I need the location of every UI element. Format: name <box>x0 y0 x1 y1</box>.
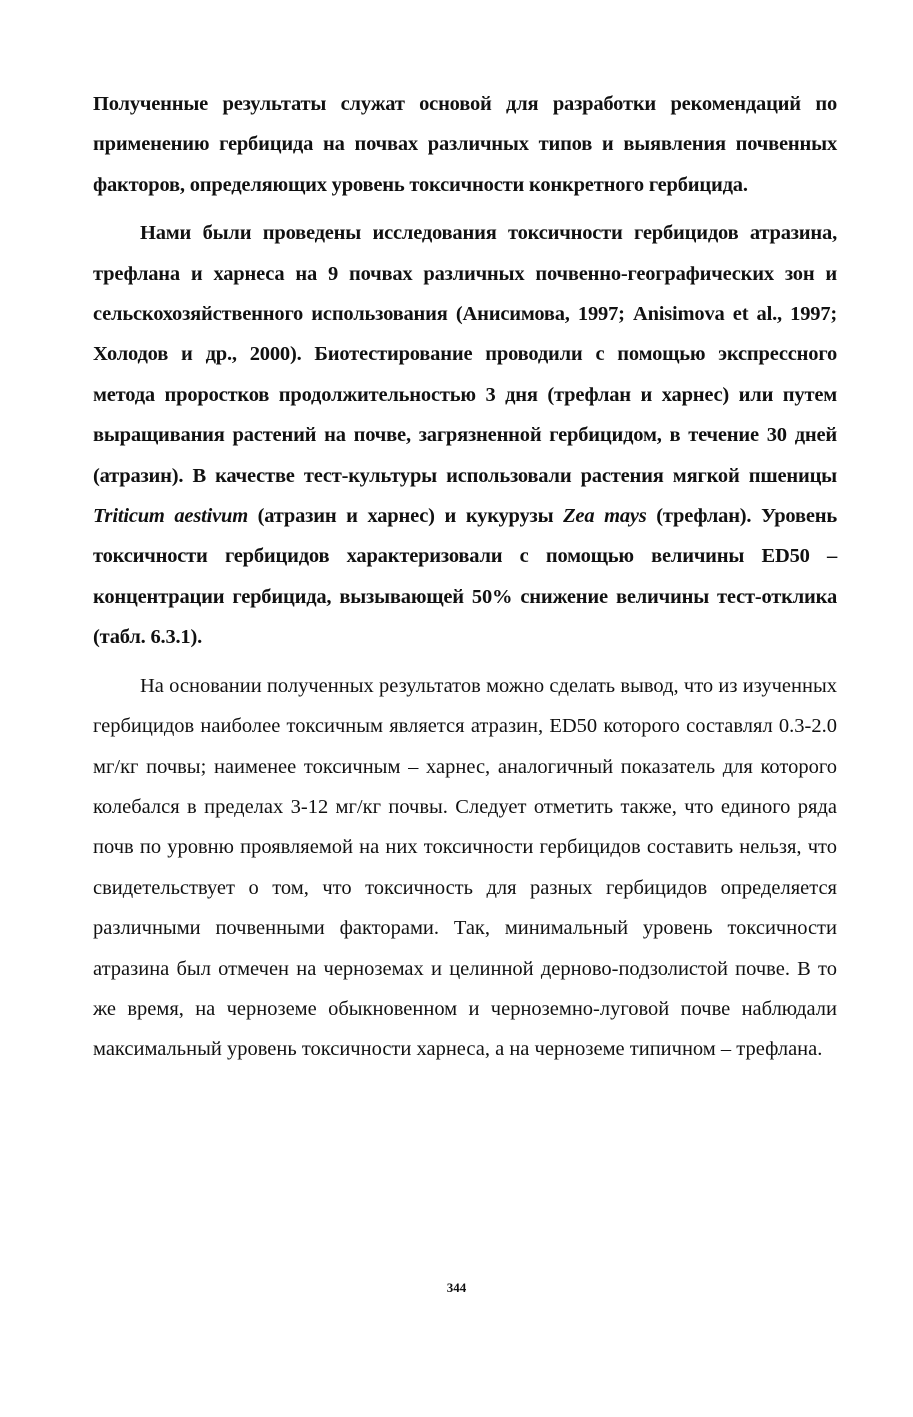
species-zea-mays: Zea mays <box>563 505 647 528</box>
methods-text-part-3: (трефлан). Уровень токсичности гербицидов характеризовали с помощью величины ED50 – концентрации гербицида, вызывающей 50% снижение величины тест-отклика (табл. 6.3.1). <box>93 505 837 649</box>
document-page <box>93 84 837 1078</box>
page-number: 344 <box>446 1280 467 1295</box>
paragraph-conclusions: На основании полученных результатов можно сделать вывод, что из изученных гербицидов наиболее токсичным является атразин, ED50 которого составлял 0.3-2.0 мг/кг почвы; наименее токсичным – харнес, аналогичный показатель для которого колебался в пределах 3-12 мг/кг почвы. Следует отметить также, что единого ряда почв по уровню проявляемой на них токсичности гербицидов составить нельзя, что свидетельствует о том, что токсичность для разных гербицидов определяется различными почвенными факторами. Так, минимальный уровень токсичности атразина был отмечен на черноземах и целинной дерново-подзолистой почве. В то же время, на черноземе обыкновенном и черноземно-луговой почве наблюдали максимальный уровень токсичности харнеса, а на черноземе типичном – трефлана. <box>93 674 837 1061</box>
species-triticum-aestivum: Triticum aestivum <box>93 505 248 528</box>
methods-text-part-2: (атразин и харнес) и кукурузы <box>247 505 564 528</box>
paragraph-results-basis: Полученные результаты служат основой для разработки рекомендаций по применению гербицида на почвах различных типов и выявления почвенных факторов, определяющих уровень токсичности конкретного гербицида. <box>93 93 837 196</box>
paragraph-research-methods <box>93 213 837 657</box>
methods-text-part-1: Нами были проведены исследования токсичности гербицидов атразина, трефлана и харнеса на 9 почвах различных почвенно-географических зон и сельскохозяйственного использования (Анисимова, 1997; Anisimova et al., 1997; Холодов и др., 2000). Биотестирование проводили с помощью экспрессного метода проростков продолжительностью 3 дня (трефлан и харнес) или путем выращивания растений на почве, загрязненной гербицидом, в течение 30 дней (атразин). В качестве тест-культуры использовали растения мягкой пшеницы <box>93 222 837 487</box>
